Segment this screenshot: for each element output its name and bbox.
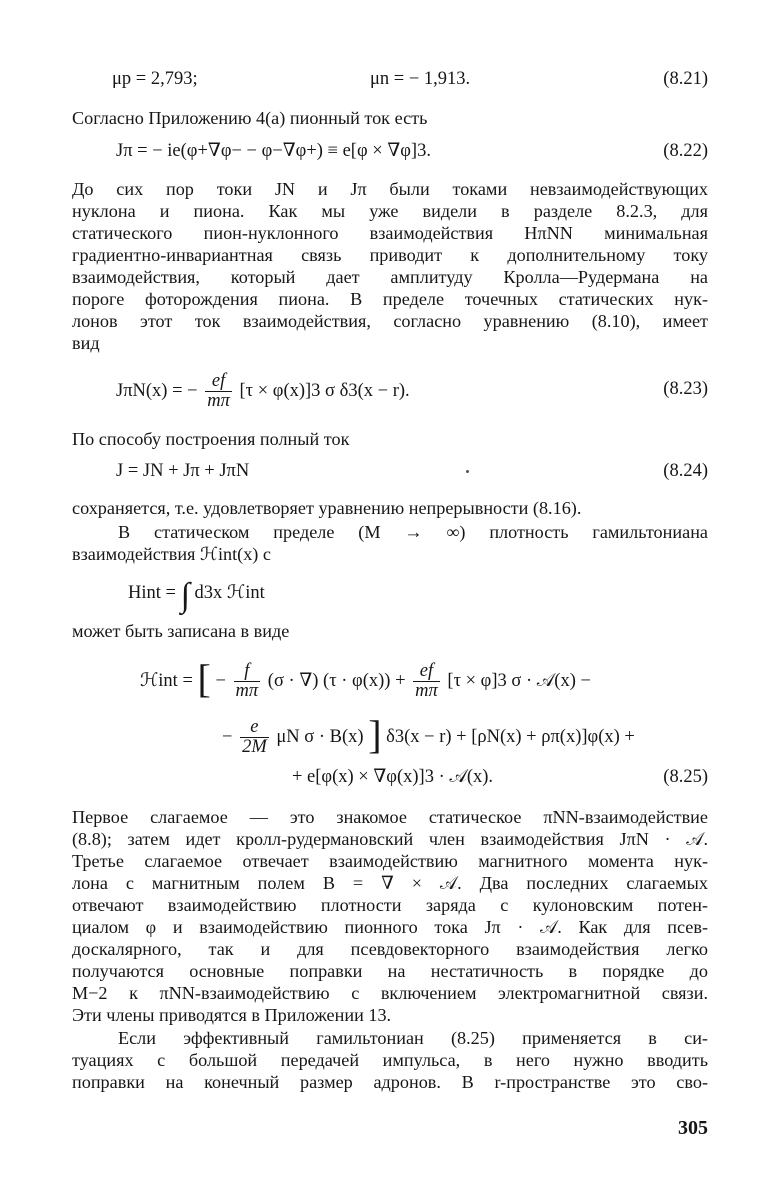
eq-8-24-number: (8.24) xyxy=(663,461,708,481)
para1-line: лонов этот ток взаимодействия, согласно уравнению (8.10), имеет xyxy=(72,311,708,331)
intro-8-22: Согласно Приложению 4(а) пионный ток есть xyxy=(72,108,428,128)
frac-den: 2M xyxy=(242,737,267,757)
para5-line: туациях с большой передачей импульса, в него нужно вводить xyxy=(72,1050,708,1070)
eq-8-23-fraction xyxy=(205,372,232,411)
eq-8-25-frac-e xyxy=(240,718,269,757)
eq-8-25-lhs: ℋint = xyxy=(140,670,193,691)
eq-8-25-row3: + e[φ(x) × ∇φ(x)]3 · 𝒜(x). xyxy=(292,767,494,787)
para4-line: (8.8); затем идет кролл-рудермановский член взаимодействия JπN · 𝒜. xyxy=(72,829,708,849)
para1-line: До сих пор токи JN и Jπ были токами невзаимодействующих xyxy=(72,179,708,199)
eq-8-25-row1: ℋint = [ − $\frac{f}{m\pi}$ (σ · ∇) (τ · φ(x)) + $\frac{ef}{m\pi}$ [τ × φ]3 σ · 𝒜(x) − xyxy=(140,655,591,701)
para5-line: Если эффективный гамильтониан (8.25) применяется в си- xyxy=(118,1028,708,1048)
page-number: 305 xyxy=(678,1117,708,1139)
para1-line: вид xyxy=(72,333,100,353)
eq-8-21-left: μp = 2,793; xyxy=(112,69,198,89)
eq-8-23-frac-den: mπ xyxy=(207,391,230,411)
para4-line: отвечают взаимодействию плотности заряда с кулоновским потен- xyxy=(72,895,708,915)
para4-line: получаются основные поправки на нестатичность в порядке до xyxy=(72,961,708,981)
eq-8-23-lhs: JπN(x) = − xyxy=(116,380,198,401)
bracket-close: ] xyxy=(368,711,382,757)
para4-line: лона с магнитным полем B = ∇ × 𝒜. Два последних слагаемых xyxy=(72,873,708,893)
intro-8-25: может быть записана в виде xyxy=(72,621,290,641)
frac-num: e xyxy=(240,718,269,738)
para3-line: взаимодействия ℋint(x) с xyxy=(72,544,271,564)
print-speck xyxy=(466,470,469,473)
para1-line: статического пион-нуклонного взаимодействия HπNN минимальная xyxy=(72,223,708,243)
eq-8-21-right: μn = − 1,913. xyxy=(370,69,471,89)
para4-line: Третье слагаемое отвечает взаимодействию магнитного момента нук- xyxy=(72,851,708,871)
integral-sign: ∫ xyxy=(180,577,190,614)
eq-8-25-row1-rhs: [τ × φ]3 σ · 𝒜(x) − xyxy=(447,670,591,691)
para1-line: взаимодействия, который дает амплитуду Кролла—Рудермана на xyxy=(72,267,708,287)
para1-line: нуклона и пиона. Как мы уже видели в разделе 8.2.3, для xyxy=(72,201,708,221)
bracket-open: [ xyxy=(197,655,211,701)
para1-line: градиентно-инвариантная связь приводит к дополнительному току xyxy=(72,245,708,265)
para4-line: Первое слагаемое — это знакомое статическое πNN-взаимодействие xyxy=(72,807,708,827)
intro-8-24: По способу построения полный ток xyxy=(72,429,350,449)
eq-8-25-row1-mid: (σ · ∇) (τ · φ(x)) + xyxy=(267,670,406,691)
eq-8-25-row2: − $\frac{e}{2M}$ μN σ · B(x) ] δ3(x − r) + [ρN(x) + ρπ(x)]φ(x) + xyxy=(222,711,635,757)
eq-8-22-number: (8.22) xyxy=(663,141,708,161)
frac-num: ef xyxy=(413,662,440,682)
para4-line: Эти члены приводятся в Приложении 13. xyxy=(72,1005,392,1025)
eq-8-25-row2-rhs: δ3(x − r) + [ρN(x) + ρπ(x)]φ(x) + xyxy=(386,726,635,747)
para3-line: В статическом пределе (M → ∞) плотность гамильтониана xyxy=(118,522,708,542)
eq-hint-rhs: d3x ℋint xyxy=(194,583,265,603)
eq-8-23 xyxy=(116,372,410,411)
frac-den: mπ xyxy=(415,681,438,701)
eq-8-23-rhs: [τ × φ(x)]3 σ δ3(x − r). xyxy=(239,380,410,401)
frac-den: mπ xyxy=(235,681,259,701)
eq-8-24: J = JN + Jπ + JπN xyxy=(116,461,250,481)
eq-8-25-frac-f xyxy=(234,662,261,701)
para4-line: циалом φ и взаимодействию пионного тока Jπ · 𝒜. Как для псев- xyxy=(72,917,708,937)
eq-8-23-frac-num: ef xyxy=(205,372,232,392)
para2-line: сохраняется, т.е. удовлетворяет уравнению непрерывности (8.16). xyxy=(72,498,582,518)
eq-hint xyxy=(128,577,265,614)
para4-line: доскалярного, так и для псевдовекторного взаимодействия легко xyxy=(72,939,708,959)
para4-line: M−2 к πNN-взаимодействию с включением электромагнитной связи. xyxy=(72,983,708,1003)
eq-8-23-number: (8.23) xyxy=(663,379,708,399)
frac-num: f xyxy=(234,662,261,682)
eq-8-25-row2-mid: μN σ · B(x) xyxy=(276,726,364,747)
eq-8-25-frac-ef xyxy=(413,662,440,701)
eq-8-22: Jπ = − ie(φ+∇φ− − φ−∇φ+) ≡ e[φ × ∇φ]3. xyxy=(116,141,431,161)
eq-8-25-number: (8.25) xyxy=(663,767,708,787)
para1-line: пороге фоторождения пиона. В пределе точечных статических нук- xyxy=(72,289,708,309)
eq-hint-lhs: Hint = xyxy=(128,583,176,603)
eq-8-21-number: (8.21) xyxy=(663,69,708,89)
para5-line: поправки на конечный размер адронов. В r-пространстве это сво- xyxy=(72,1072,708,1092)
